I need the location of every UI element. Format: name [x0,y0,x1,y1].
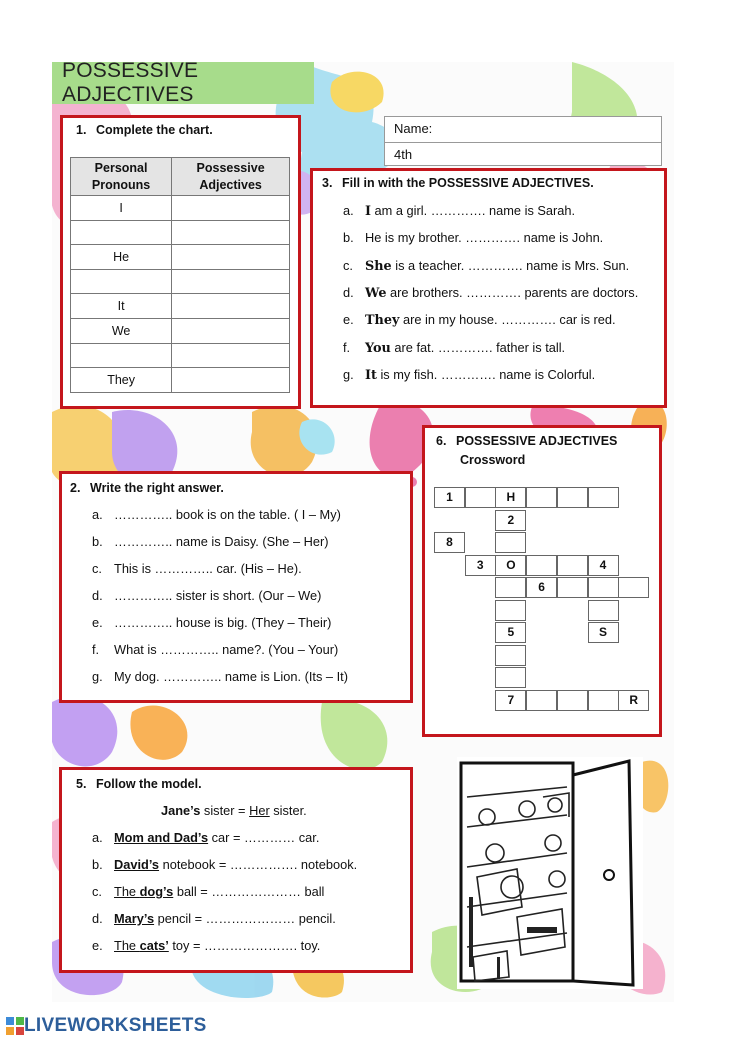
item-letter: b. [343,230,354,246]
item-sentence: He is my brother. …………. name is John. [365,230,604,246]
pronoun-chart [70,157,290,393]
chart-cell-answer[interactable] [172,368,290,393]
item-text [114,830,319,845]
brand-name: LIVEWORKSHEETS [24,1015,207,1036]
item-rest: notebook = ……………. notebook. [159,857,358,872]
chart-cell-answer[interactable] [172,245,290,270]
item-possessor: Mary’s [114,911,155,926]
item-sentence: is a teacher. …………. name is Mrs. Sun. [391,257,630,273]
item-letter: a. [92,830,103,845]
crossword-cell[interactable]: H [495,487,526,508]
item-text [365,203,575,219]
item-sentence: is my fish. …………. name is Colorful. [376,366,596,382]
table-row [71,318,290,343]
crossword-cell[interactable]: 6 [526,577,557,598]
item-rest: ball = ………………… ball [173,884,325,899]
section-6-subheading: Crossword [460,453,526,467]
item-letter: e. [92,615,103,630]
chart-cell-pronoun[interactable] [71,269,172,294]
section-6-heading: 6. POSSESSIVE ADJECTIVES [436,434,618,448]
table-row [71,294,290,319]
name-field[interactable]: Name: [394,121,433,136]
crossword-cell[interactable]: 7 [495,690,526,711]
chart-cell-pronoun[interactable] [71,220,172,245]
item-letter: g. [92,669,103,684]
crossword-cell[interactable]: S [588,622,619,643]
chart-cell-answer[interactable] [172,318,290,343]
table-row [71,343,290,368]
item-rest: toy = …………………. toy. [168,938,321,953]
crossword-cell[interactable] [526,555,557,576]
item-sentence: am a girl. …………. name is Sarah. [371,203,576,218]
item-text: What is ………….. name?. (You – Your) [114,642,339,657]
chart-cell-pronoun: We [71,318,172,343]
item-letter: e. [343,312,354,328]
item-text: ………….. sister is short. (Our – We) [114,588,322,603]
chart-cell-answer[interactable] [172,269,290,294]
item-sentence: are in my house. …………. car is red. [399,312,616,328]
item-text [114,938,320,953]
name-box [384,116,662,166]
item-letter: f. [343,339,351,355]
item-letter: c. [92,561,102,576]
crossword-cell[interactable] [495,645,526,666]
crossword-cell[interactable] [557,487,588,508]
item-text [114,857,357,872]
chart-cell-answer[interactable] [172,343,290,368]
crossword-cell[interactable]: 3 [465,555,496,576]
item-text: This is ………….. car. (His – He). [114,561,302,576]
chart-cell-answer[interactable] [172,196,290,221]
item-letter: c. [343,257,353,273]
crossword-cell[interactable]: 2 [495,510,526,531]
chart-cell-pronoun: I [71,196,172,221]
model-example: Jane’s sister = Her sister. [161,803,307,818]
item-rest: pencil = ………………… pencil. [154,911,336,926]
chart-cell-answer[interactable] [172,294,290,319]
chart-header-adjectives: Possessive Adjectives [172,158,290,196]
chart-cell-pronoun: He [71,245,172,270]
table-row [71,245,290,270]
section-1-heading: 1. Complete the chart. [76,123,213,137]
page-title: POSSESSIVE ADJECTIVES [62,59,199,106]
item-text: ………….. house is big. (They – Their) [114,615,332,630]
item-possessor: cats’ [139,938,169,953]
chart-cell-answer[interactable] [172,220,290,245]
item-sentence: are brothers. …………. parents are doctors. [386,284,639,300]
item-possessor: Mom and Dad’s [114,830,209,845]
item-letter: d. [343,284,354,300]
item-letter: a. [92,507,103,522]
crossword-cell[interactable] [588,690,619,711]
liveworksheets-logo[interactable] [6,1015,207,1037]
section-5-heading: 5. Follow the model. [76,777,202,791]
chart-cell-pronoun: It [71,294,172,319]
section-2-heading: 2. Write the right answer. [70,481,224,495]
item-subject: It [365,367,377,383]
crossword-cell[interactable]: 1 [434,487,465,508]
chart-cell-pronoun[interactable] [71,343,172,368]
crossword-cell[interactable]: O [495,555,526,576]
item-letter: c. [92,884,102,899]
item-text [114,911,336,926]
item-subject: They [365,313,400,329]
crossword-cell[interactable] [588,600,619,621]
crossword-cell[interactable] [588,577,619,598]
item-text: ………….. book is on the table. ( I – My) [114,507,341,522]
item-letter: b. [92,857,103,872]
crossword-cell[interactable] [495,600,526,621]
crossword-cell[interactable]: 5 [495,622,526,643]
crossword-cell[interactable] [495,532,526,553]
item-letter: e. [92,938,103,953]
crossword-cell[interactable] [495,667,526,688]
crossword-cell[interactable] [557,577,588,598]
crossword-cell[interactable] [465,487,496,508]
item-text: My dog. ………….. name is Lion. (Its – It) [114,669,348,684]
crossword-cell[interactable] [618,577,649,598]
crossword-cell[interactable] [526,690,557,711]
item-letter: f. [92,642,100,657]
item-text [365,312,616,328]
item-letter: d. [92,588,103,603]
item-rest: car = ………… car. [208,830,320,845]
item-letter: a. [343,203,354,218]
brand-logo-icon [6,1017,24,1035]
item-subject: I [365,204,371,219]
item-text [365,367,595,383]
item-possessor: dog’s [139,884,174,899]
crossword-cell[interactable] [495,577,526,598]
item-article: The [114,938,140,953]
item-letter: g. [343,366,354,382]
chart-header-pronouns: Personal Pronouns [71,158,172,196]
crossword-cell[interactable] [557,690,588,711]
classroom-door-illustration [457,757,643,989]
item-subject: You [365,340,391,356]
item-subject: She [365,258,392,274]
item-text [114,884,324,899]
crossword-cell[interactable]: 8 [434,532,465,553]
item-possessor: David’s [114,857,160,872]
item-text [365,340,565,356]
table-row [71,220,290,245]
crossword-cell[interactable] [588,487,619,508]
item-text [365,230,603,246]
item-letter: d. [92,911,103,926]
section-3-heading: 3. Fill in with the POSSESSIVE ADJECTIVES. [322,176,594,190]
item-letter: b. [92,534,103,549]
table-row [71,269,290,294]
item-text: ………….. name is Daisy. (She – Her) [114,534,329,549]
item-article: The [114,884,140,899]
item-text [365,258,629,274]
table-row [71,196,290,221]
crossword-cell[interactable]: R [618,690,649,711]
grade-field[interactable]: 4th [385,142,661,167]
title-banner [52,59,314,106]
item-sentence: are fat. …………. father is tall. [390,339,566,355]
item-subject: We [365,285,387,301]
crossword-cell[interactable]: 4 [588,555,619,576]
item-text [365,285,638,301]
chart-cell-pronoun: They [71,368,172,393]
crossword-cell[interactable] [526,487,557,508]
crossword-cell[interactable] [557,555,588,576]
table-row [71,368,290,393]
